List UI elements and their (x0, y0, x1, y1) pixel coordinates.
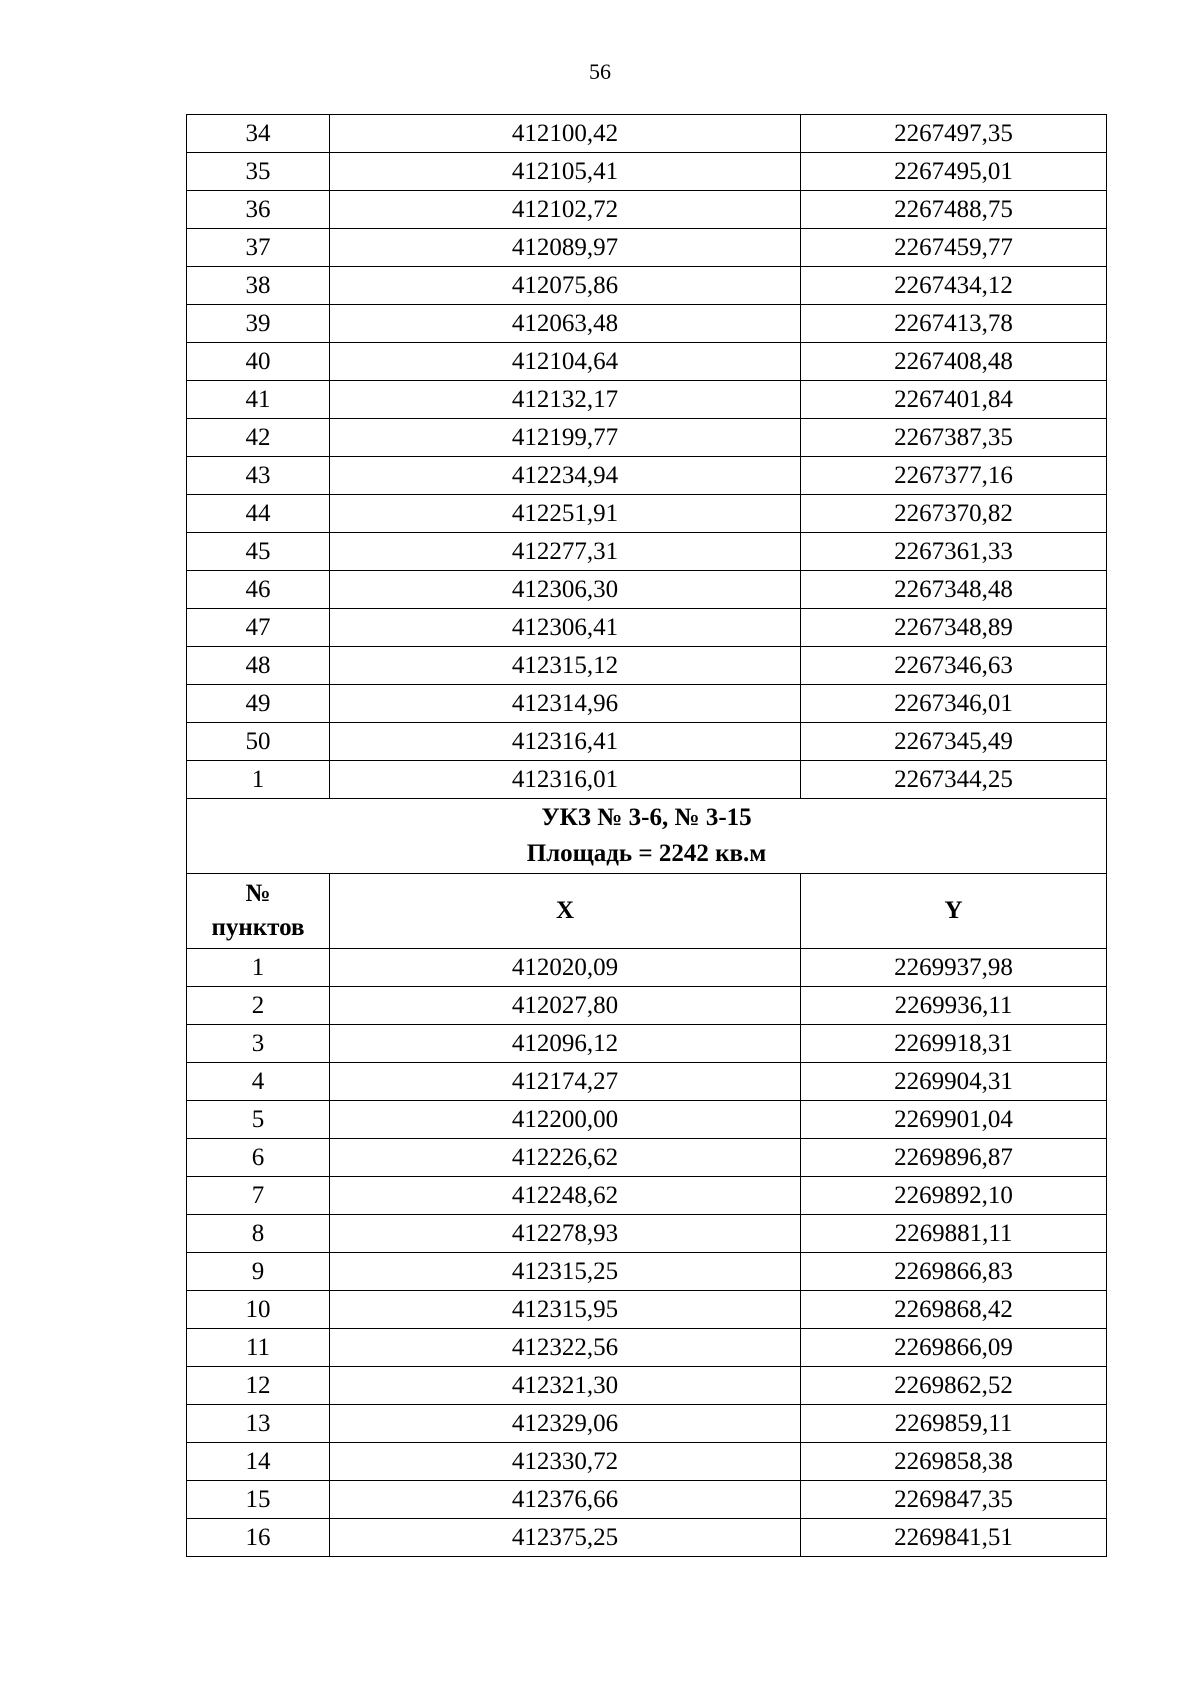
table-row (187, 1405, 1107, 1443)
point-number-cell: 45 (187, 533, 330, 571)
table-row (187, 1481, 1107, 1519)
table-row (187, 647, 1107, 685)
x-coordinate-cell: 412104,64 (330, 343, 801, 381)
y-coordinate-cell: 2269847,35 (801, 1481, 1107, 1519)
point-number-cell: 38 (187, 267, 330, 305)
table-row (187, 457, 1107, 495)
table-row (187, 381, 1107, 419)
x-coordinate-cell: 412089,97 (330, 229, 801, 267)
x-coordinate-cell: 412102,72 (330, 191, 801, 229)
x-coordinate-cell: 412314,96 (330, 685, 801, 723)
x-coordinate-cell: 412063,48 (330, 305, 801, 343)
point-number-cell: 41 (187, 381, 330, 419)
x-coordinate-cell: 412315,95 (330, 1291, 801, 1329)
table-row (187, 1329, 1107, 1367)
x-coordinate-cell: 412132,17 (330, 381, 801, 419)
table-row (187, 1177, 1107, 1215)
table-row (187, 495, 1107, 533)
y-coordinate-cell: 2267434,12 (801, 267, 1107, 305)
x-coordinate-cell: 412174,27 (330, 1063, 801, 1101)
y-coordinate-cell: 2267495,01 (801, 153, 1107, 191)
y-coordinate-cell: 2267346,63 (801, 647, 1107, 685)
x-coordinate-cell: 412226,62 (330, 1139, 801, 1177)
x-coordinate-cell: 412277,31 (330, 533, 801, 571)
x-coordinate-cell: 412200,00 (330, 1101, 801, 1139)
point-number-cell: 9 (187, 1253, 330, 1291)
section-title-line1: УКЗ № 3-6, № 3-15 (541, 804, 752, 831)
point-number-cell: 34 (187, 115, 330, 153)
x-coordinate-cell: 412316,41 (330, 723, 801, 761)
y-coordinate-cell: 2267345,49 (801, 723, 1107, 761)
header-point-number (187, 874, 330, 949)
point-number-cell: 8 (187, 1215, 330, 1253)
y-coordinate-cell: 2269901,04 (801, 1101, 1107, 1139)
coordinates-table (186, 114, 1107, 1557)
table-row (187, 115, 1107, 153)
coordinates-table-body-section (187, 949, 1107, 1557)
y-coordinate-cell: 2269918,31 (801, 1025, 1107, 1063)
table-header-row (187, 874, 1107, 949)
table-row (187, 1519, 1107, 1557)
point-number-cell: 36 (187, 191, 330, 229)
point-number-cell: 14 (187, 1443, 330, 1481)
section-title (187, 799, 1107, 874)
point-number-cell: 7 (187, 1177, 330, 1215)
x-coordinate-cell: 412375,25 (330, 1519, 801, 1557)
x-coordinate-cell: 412199,77 (330, 419, 801, 457)
point-number-cell: 1 (187, 761, 330, 799)
table-row (187, 343, 1107, 381)
y-coordinate-cell: 2267348,48 (801, 571, 1107, 609)
x-coordinate-cell: 412020,09 (330, 949, 801, 987)
point-number-cell: 16 (187, 1519, 330, 1557)
y-coordinate-cell: 2269936,11 (801, 987, 1107, 1025)
table-row (187, 723, 1107, 761)
y-coordinate-cell: 2267408,48 (801, 343, 1107, 381)
y-coordinate-cell: 2269862,52 (801, 1367, 1107, 1405)
x-coordinate-cell: 412100,42 (330, 115, 801, 153)
header-x: X (330, 874, 801, 949)
table-row (187, 533, 1107, 571)
page-number: 56 (589, 59, 611, 84)
y-coordinate-cell: 2267401,84 (801, 381, 1107, 419)
y-coordinate-cell: 2269937,98 (801, 949, 1107, 987)
table-row (187, 609, 1107, 647)
point-number-cell: 10 (187, 1291, 330, 1329)
point-number-cell: 48 (187, 647, 330, 685)
section-title-line2: Площадь = 2242 кв.м (526, 840, 767, 867)
section-block (187, 799, 1107, 949)
x-coordinate-cell: 412027,80 (330, 987, 801, 1025)
y-coordinate-cell: 2267348,89 (801, 609, 1107, 647)
x-coordinate-cell: 412306,30 (330, 571, 801, 609)
point-number-cell: 35 (187, 153, 330, 191)
y-coordinate-cell: 2267344,25 (801, 761, 1107, 799)
table-row (187, 685, 1107, 723)
table-row (187, 267, 1107, 305)
point-number-cell: 43 (187, 457, 330, 495)
x-coordinate-cell: 412329,06 (330, 1405, 801, 1443)
table-row (187, 1101, 1107, 1139)
y-coordinate-cell: 2269892,10 (801, 1177, 1107, 1215)
y-coordinate-cell: 2267361,33 (801, 533, 1107, 571)
point-number-cell: 5 (187, 1101, 330, 1139)
y-coordinate-cell: 2269866,83 (801, 1253, 1107, 1291)
x-coordinate-cell: 412251,91 (330, 495, 801, 533)
header-y: Y (801, 874, 1107, 949)
point-number-cell: 42 (187, 419, 330, 457)
point-number-cell: 3 (187, 1025, 330, 1063)
table-row (187, 419, 1107, 457)
y-coordinate-cell: 2269866,09 (801, 1329, 1107, 1367)
x-coordinate-cell: 412105,41 (330, 153, 801, 191)
header-point-number-line2: пунктов (211, 914, 305, 941)
table-row (187, 305, 1107, 343)
y-coordinate-cell: 2267488,75 (801, 191, 1107, 229)
x-coordinate-cell: 412278,93 (330, 1215, 801, 1253)
point-number-cell: 39 (187, 305, 330, 343)
x-coordinate-cell: 412096,12 (330, 1025, 801, 1063)
point-number-cell: 50 (187, 723, 330, 761)
point-number-cell: 49 (187, 685, 330, 723)
point-number-cell: 2 (187, 987, 330, 1025)
y-coordinate-cell: 2269868,42 (801, 1291, 1107, 1329)
coordinates-table-body-previous (187, 115, 1107, 799)
point-number-cell: 4 (187, 1063, 330, 1101)
table-row (187, 987, 1107, 1025)
x-coordinate-cell: 412315,12 (330, 647, 801, 685)
point-number-cell: 11 (187, 1329, 330, 1367)
x-coordinate-cell: 412306,41 (330, 609, 801, 647)
point-number-cell: 12 (187, 1367, 330, 1405)
table-row (187, 191, 1107, 229)
x-coordinate-cell: 412234,94 (330, 457, 801, 495)
y-coordinate-cell: 2267413,78 (801, 305, 1107, 343)
table-row (187, 571, 1107, 609)
point-number-cell: 13 (187, 1405, 330, 1443)
point-number-cell: 40 (187, 343, 330, 381)
point-number-cell: 46 (187, 571, 330, 609)
y-coordinate-cell: 2269841,51 (801, 1519, 1107, 1557)
y-coordinate-cell: 2267370,82 (801, 495, 1107, 533)
table-row (187, 949, 1107, 987)
table-row (187, 1253, 1107, 1291)
y-coordinate-cell: 2269859,11 (801, 1405, 1107, 1443)
table-row (187, 1063, 1107, 1101)
point-number-cell: 37 (187, 229, 330, 267)
table-row (187, 229, 1107, 267)
table-row (187, 761, 1107, 799)
x-coordinate-cell: 412330,72 (330, 1443, 801, 1481)
point-number-cell: 44 (187, 495, 330, 533)
y-coordinate-cell: 2269858,38 (801, 1443, 1107, 1481)
point-number-cell: 47 (187, 609, 330, 647)
x-coordinate-cell: 412075,86 (330, 267, 801, 305)
point-number-cell: 15 (187, 1481, 330, 1519)
x-coordinate-cell: 412248,62 (330, 1177, 801, 1215)
x-coordinate-cell: 412322,56 (330, 1329, 801, 1367)
y-coordinate-cell: 2267346,01 (801, 685, 1107, 723)
x-coordinate-cell: 412316,01 (330, 761, 801, 799)
y-coordinate-cell: 2267387,35 (801, 419, 1107, 457)
y-coordinate-cell: 2269904,31 (801, 1063, 1107, 1101)
section-title-row (187, 799, 1107, 874)
y-coordinate-cell: 2269896,87 (801, 1139, 1107, 1177)
y-coordinate-cell: 2267459,77 (801, 229, 1107, 267)
table-row (187, 1443, 1107, 1481)
table-row (187, 1139, 1107, 1177)
table-row (187, 1025, 1107, 1063)
table-row (187, 1215, 1107, 1253)
point-number-cell: 6 (187, 1139, 330, 1177)
header-point-number-line1: № (245, 880, 271, 907)
point-number-cell: 1 (187, 949, 330, 987)
x-coordinate-cell: 412315,25 (330, 1253, 801, 1291)
table-row (187, 1291, 1107, 1329)
table-row (187, 153, 1107, 191)
table-row (187, 1367, 1107, 1405)
y-coordinate-cell: 2269881,11 (801, 1215, 1107, 1253)
y-coordinate-cell: 2267377,16 (801, 457, 1107, 495)
y-coordinate-cell: 2267497,35 (801, 115, 1107, 153)
x-coordinate-cell: 412376,66 (330, 1481, 801, 1519)
x-coordinate-cell: 412321,30 (330, 1367, 801, 1405)
